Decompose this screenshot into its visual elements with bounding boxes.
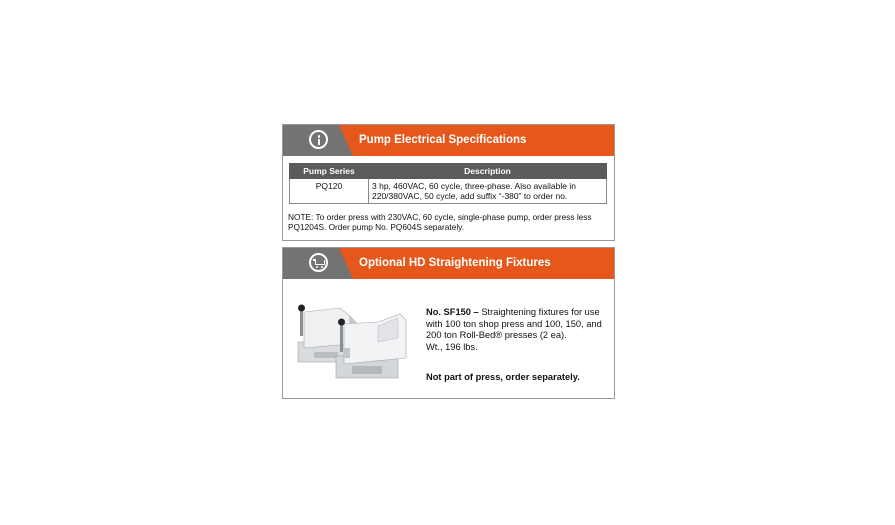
description-line: Straightening fixtures for use: [481, 307, 600, 317]
weight: Wt., 196 lbs.: [426, 341, 478, 352]
pump-specs-table: [289, 163, 607, 204]
fixtures-title: Optional HD Straightening Fixtures: [359, 257, 551, 269]
cart-icon: [309, 253, 328, 272]
description-line: 3 hp, 460VAC, 60 cycle, three-phase. Also available in: [372, 181, 576, 191]
column-header-pump-series: Pump Series: [290, 164, 369, 179]
description-line: 220/380VAC, 50 cycle, add suffix “-380” to order no.: [372, 191, 568, 201]
description-line: 200 ton Roll-Bed® presses (2 ea).: [426, 330, 567, 340]
pump-series-cell: PQ120: [290, 179, 369, 204]
fixture-description: [426, 307, 606, 353]
pump-specs-header: [283, 125, 614, 156]
straightening-fixture-image: [294, 298, 412, 382]
order-note: [288, 212, 610, 232]
table-row: [290, 179, 607, 204]
order-separately-note: Not part of press, order separately.: [426, 372, 580, 382]
product-number: No. SF150 –: [426, 307, 479, 317]
fixtures-panel: [282, 247, 615, 399]
pump-specs-title: Pump Electrical Specifications: [359, 134, 527, 146]
description-line: with 100 ton shop press and 100, 150, and: [426, 318, 602, 329]
description-cell: [369, 179, 607, 204]
column-header-description: Description: [369, 164, 607, 179]
pump-specs-panel: [282, 124, 615, 241]
note-line: NOTE: To order press with 230VAC, 60 cycle, single-phase pump, order press less: [288, 212, 592, 222]
info-icon: [309, 130, 328, 149]
fixtures-header: [283, 248, 614, 279]
note-line: PQ1204S. Order pump No. PQ604S separately.: [288, 222, 465, 232]
